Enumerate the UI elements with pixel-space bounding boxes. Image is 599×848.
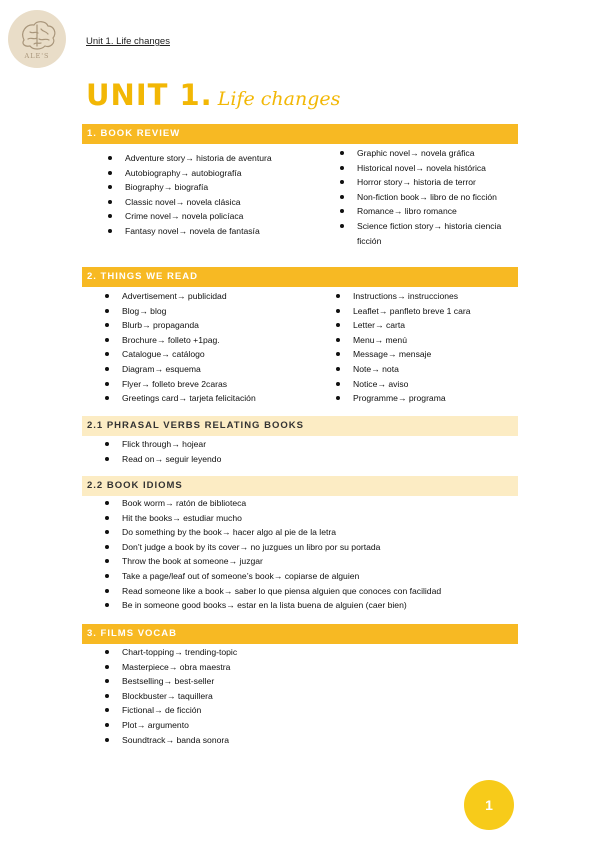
page-title [86, 78, 340, 112]
list-item: Horror story→ historia de terror [357, 175, 517, 190]
list-item: Note→ nota [353, 362, 518, 377]
list-item: Catalogue→ catálogo [122, 347, 322, 362]
list-item: Hit the books→ estudiar mucho [122, 511, 517, 526]
list-item: Flyer→ folleto breve 2caras [122, 377, 322, 392]
list-item: Programme→ programa [353, 391, 518, 406]
things-we-read-left-list [122, 289, 322, 406]
list-item: Fictional→ de ficción [122, 703, 512, 718]
list-item: Chart-topping→ trending-topic [122, 645, 512, 660]
list-item: Autobiography→ autobiografía [125, 166, 282, 181]
list-item: Do something by the book→ hacer algo al pie de la letra [122, 525, 517, 540]
list-item: Adventure story→ historia de aventura [125, 151, 282, 166]
list-item: Notice→ aviso [353, 377, 518, 392]
list-item: Romance→ libro romance [357, 204, 517, 219]
list-item: Fantasy novel→ novela de fantasía [125, 224, 282, 239]
list-item: Soundtrack→ banda sonora [122, 733, 512, 748]
list-item: Letter→ carta [353, 318, 518, 333]
list-item: Classic novel→ novela clásica [125, 195, 282, 210]
list-item: Message→ mensaje [353, 347, 518, 362]
list-item: Don’t judge a book by its cover→ no juzgues un libro por su portada [122, 540, 517, 555]
list-item: Plot→ argumento [122, 718, 512, 733]
list-item: Blockbuster→ taquillera [122, 689, 512, 704]
section-heading-book-idioms: 2.2 BOOK IDIOMS [82, 476, 518, 496]
section-heading-phrasal-verbs: 2.1 PHRASAL VERBS RELATING BOOKS [82, 416, 518, 436]
list-item: Non-fiction book→ libro de no ficción [357, 190, 517, 205]
list-item: Diagram→ esquema [122, 362, 322, 377]
phrasal-verbs-list [122, 437, 512, 466]
list-item: Bestselling→ best-seller [122, 674, 512, 689]
list-item: Biography→ biografía [125, 180, 282, 195]
list-item: Instructions→ instrucciones [353, 289, 518, 304]
list-item: Menu→ menú [353, 333, 518, 348]
list-item: Blog→ blog [122, 304, 322, 319]
list-item: Flick through→ hojear [122, 437, 512, 452]
list-item: Greetings card→ tarjeta felicitación [122, 391, 322, 406]
section-heading-films-vocab: 3. FILMS VOCAB [82, 624, 518, 644]
book-review-right-list [357, 146, 517, 248]
page-title-unit: UNIT 1. [86, 78, 213, 112]
list-item: Leaflet→ panfleto breve 1 cara [353, 304, 518, 319]
section-heading-things-we-read: 2. THINGS WE READ [82, 267, 518, 287]
page-number-badge: 1 [464, 780, 514, 830]
brain-logo [8, 10, 66, 68]
list-item: Brochure→ folleto +1pag. [122, 333, 322, 348]
section-heading-book-review: 1. BOOK REVIEW [82, 124, 518, 144]
list-item: Graphic novel→ novela gráfica [357, 146, 517, 161]
book-idioms-list [122, 496, 517, 613]
list-item: Read on→ seguir leyendo [122, 452, 512, 467]
list-item: Throw the book at someone→ juzgar [122, 554, 517, 569]
list-item: Be in someone good books→ estar en la lista buena de alguien (caer bien) [122, 598, 517, 613]
list-item: Book worm→ ratón de biblioteca [122, 496, 517, 511]
list-item: Read someone like a book→ saber lo que piensa alguien que conoces con facilidad [122, 584, 517, 599]
list-item: Advertisement→ publicidad [122, 289, 322, 304]
list-item: Masterpiece→ obra maestra [122, 660, 512, 675]
list-item: Science fiction story→ historia ciencia ficción [357, 219, 517, 248]
header-title: Unit 1. Life changes [86, 36, 170, 47]
logo-text: ALE'S [24, 52, 50, 60]
list-item: Take a page/leaf out of someone’s book→ copiarse de alguien [122, 569, 517, 584]
things-we-read-right-list [353, 289, 518, 406]
list-item: Crime novel→ novela policíaca [125, 209, 282, 224]
list-item: Historical novel→ novela histórica [357, 161, 517, 176]
list-item: Blurb→ propaganda [122, 318, 322, 333]
book-review-left-list [125, 151, 282, 239]
films-vocab-list [122, 645, 512, 747]
page-title-subtitle: Life changes [217, 88, 341, 110]
